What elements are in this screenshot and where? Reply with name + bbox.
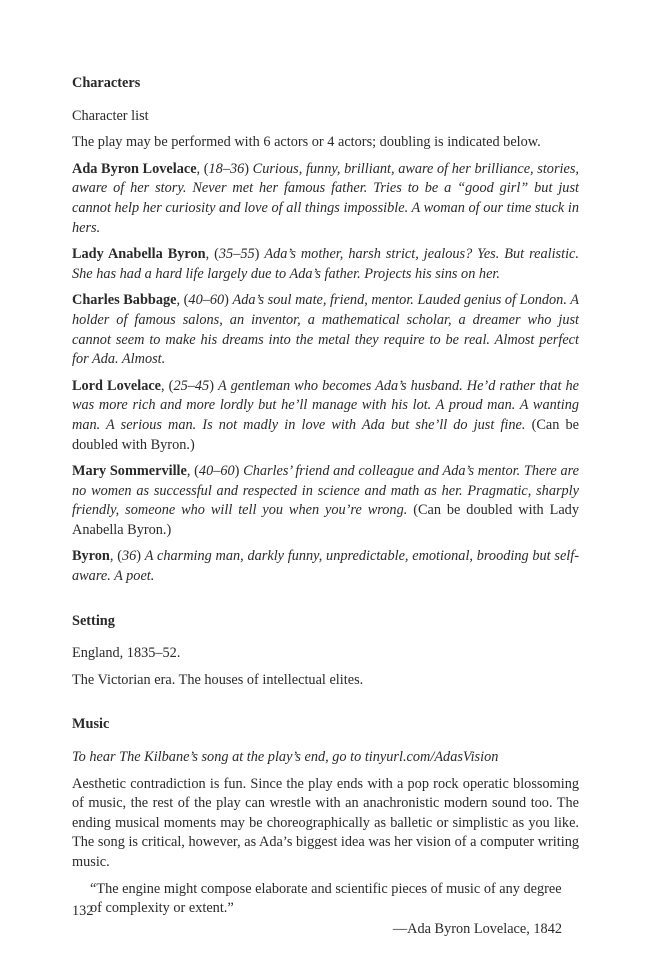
character-name: Ada Byron Lovelace (72, 160, 197, 177)
separator: , ( (205, 246, 219, 263)
separator: ) (254, 246, 265, 263)
music-heading: Music (72, 716, 110, 733)
doubling-note: (Can be doubled with Lady Anabella Byron.) (72, 502, 579, 538)
separator: , ( (176, 292, 189, 309)
character-ages: 40–60 (188, 292, 225, 309)
character-entry-lovelace (72, 377, 579, 455)
character-ages: 18–36 (208, 160, 245, 177)
character-description: Ada’s soul mate, friend, mentor. Lauded genius of London. A holder of famous salons, an inventor, a mathematical scholar, a dreamer who just cannot seem to make his dreams into the metal they require to be real. Almost perfect for Ada. Almost. (72, 292, 579, 368)
character-description: Curious, funny, brilliant, aware of her brilliance, stories, aware of her story. Never met her famous father. Tries to be a “good girl” but just cannot help her curiosity and love of all things impossible. A woman of our time stuck in hers. (72, 160, 579, 236)
page-number: 132 (72, 903, 94, 919)
characters-heading: Characters (72, 75, 141, 91)
setting-place-date: England, 1835–52. (72, 645, 181, 662)
separator: ) (136, 548, 145, 565)
characters-intro: The play may be performed with 6 actors or 4 actors; doubling is indicated below. (72, 134, 541, 151)
character-entry-byron (72, 547, 579, 586)
character-name: Byron (72, 548, 110, 565)
separator: ) (209, 377, 219, 394)
character-entry-sommerville (72, 462, 579, 540)
character-entry-babbage (72, 291, 579, 369)
setting-heading: Setting (72, 612, 115, 629)
doubling-note: (Can be doubled with Byron.) (72, 416, 579, 453)
separator: ) (224, 292, 233, 309)
character-ages: 25–45 (173, 377, 210, 394)
setting-era: The Victorian era. The houses of intellectual elites. (72, 671, 364, 688)
character-name: Charles Babbage (72, 292, 177, 309)
separator: , ( (161, 377, 174, 394)
character-description: A gentleman who becomes Ada’s husband. He’d rather that he was more rich and more lordly but he’ll manage with his lot. A proud man. A wanting man. A serious man. Is not madly in love with Ada but she’ll do just fine. (72, 377, 580, 433)
separator: , ( (109, 548, 122, 565)
character-ages: 40–60 (198, 463, 235, 480)
block-quote (90, 880, 562, 940)
character-entry-anabella (72, 245, 579, 284)
character-ages: 36 (121, 548, 137, 565)
character-name: Lord Lovelace (72, 377, 162, 394)
quote-text: “The engine might compose elaborate and scientific pieces of music of any degree of complexity or extent.” (90, 880, 562, 917)
separator: ) (234, 463, 244, 480)
character-description: Charles’ friend and colleague and Ada’s mentor. There are no women as successful and respected in science and math as her. Pragmatic, sharply friendly, someone who will tell you when you’re wrong. (72, 463, 579, 519)
music-body: Aesthetic contradiction is fun. Since the play ends with a pop rock operatic blossoming of music, the rest of the play can wrestle with an anachronistic modern sound too. The ending musical moments may be choreographically as balletic or simplistic as you like. The song is critical, however, as Ada’s biggest idea was her vision of a computer writing music. (72, 775, 579, 870)
character-list-label: Character list (72, 107, 149, 124)
character-name: Lady Anabella Byron (72, 246, 206, 263)
character-description: Ada’s mother, harsh strict, jealous? Yes. But realistic. She has had a hard life largely due to Ada’s father. Projects his sins on her. (72, 246, 579, 282)
character-ages: 35–55 (218, 246, 255, 263)
character-description: A charming man, darkly funny, unpredictable, emotional, brooding but self-aware. A poet. (72, 548, 579, 585)
character-name: Mary Sommerville (72, 463, 187, 480)
separator: , ( (196, 160, 209, 177)
character-entry-ada (72, 160, 579, 238)
separator: ) (244, 160, 253, 177)
quote-attribution: —Ada Byron Lovelace, 1842 (392, 920, 562, 937)
separator: , ( (186, 463, 199, 480)
music-link-note: To hear The Kilbane’s song at the play’s end, go to tinyurl.com/AdasVision (72, 749, 499, 766)
